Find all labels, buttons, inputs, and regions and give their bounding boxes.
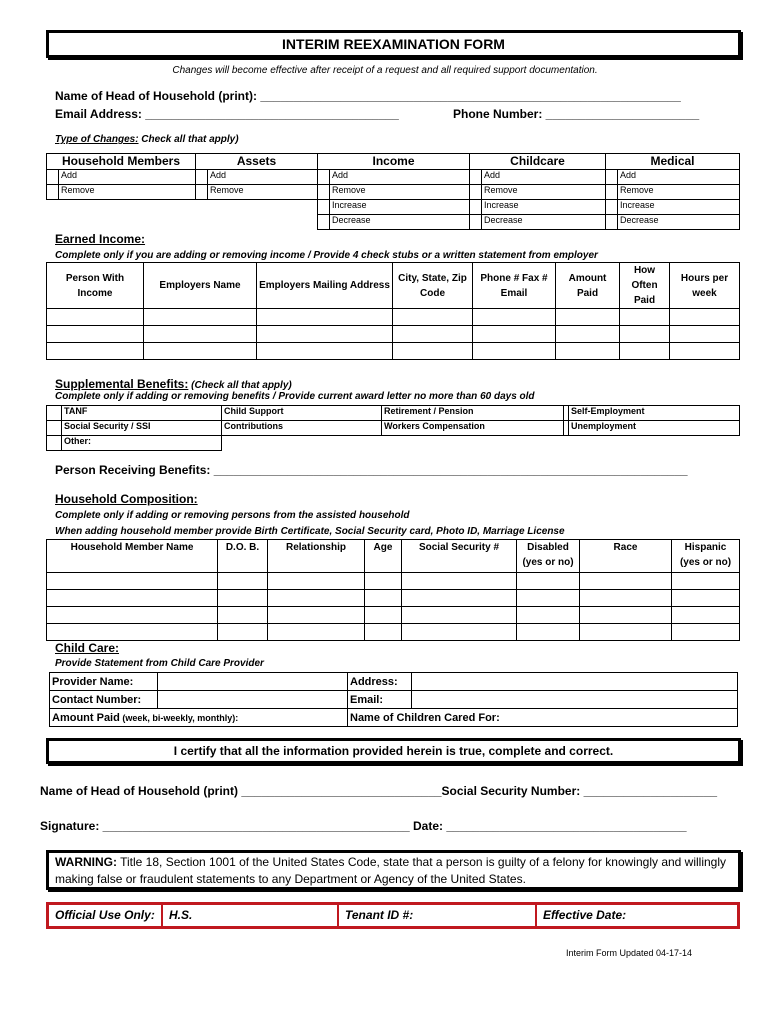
unemployment-label: Unemployment xyxy=(569,421,740,436)
col-how-often-paid: How Often Paid xyxy=(620,263,670,309)
col-city-state-zip: City, State, Zip Code xyxy=(393,263,473,309)
col-age: Age xyxy=(365,540,402,573)
type-of-changes-table xyxy=(46,153,740,230)
address-input[interactable] xyxy=(412,673,738,691)
medical-header: Medical xyxy=(606,154,740,170)
col-amount-paid: Amount Paid xyxy=(556,263,620,309)
household-remove-checkbox[interactable] xyxy=(47,185,59,200)
retirement-label[interactable]: Retirement / Pension xyxy=(382,406,564,421)
provider-name-label: Provider Name: xyxy=(50,673,158,691)
tanf-checkbox[interactable] xyxy=(47,406,62,421)
childcare-header: Childcare xyxy=(470,154,606,170)
form-subtitle: Changes will become effective after receipt of a request and all required support documentation. xyxy=(172,65,598,76)
household-add-label: Add xyxy=(59,170,196,185)
assets-add-label: Add xyxy=(208,170,318,185)
medical-increase-checkbox[interactable] xyxy=(606,200,618,215)
ssi-checkbox[interactable] xyxy=(47,421,62,436)
col-hours-per-week: Hours per week xyxy=(670,263,740,309)
tanf-label: TANF xyxy=(62,406,222,421)
certification-statement: I certify that all the information provided herein is true, complete and correct. xyxy=(46,738,741,764)
childcare-increase-checkbox[interactable] xyxy=(470,200,482,215)
col-disabled: Disabled (yes or no) xyxy=(517,540,580,573)
child-care-note: Provide Statement from Child Care Provider xyxy=(55,658,264,669)
tenant-id-field[interactable]: Tenant ID #: xyxy=(339,905,537,926)
income-decrease-label: Decrease xyxy=(330,215,470,230)
table-row xyxy=(47,343,740,360)
supplemental-title: Supplemental Benefits: (Check all that apply) xyxy=(55,377,292,391)
official-use-box xyxy=(46,902,740,929)
assets-header: Assets xyxy=(196,154,318,170)
footer-updated: Interim Form Updated 04-17-14 xyxy=(566,948,693,958)
other-checkbox[interactable] xyxy=(47,436,62,451)
supplemental-table xyxy=(46,405,740,451)
col-person-with-income: Person With Income xyxy=(47,263,144,309)
medical-increase-label: Increase xyxy=(618,200,740,215)
income-add-checkbox[interactable] xyxy=(318,170,330,185)
medical-remove-checkbox[interactable] xyxy=(606,185,618,200)
amount-paid-label[interactable]: Amount Paid (week, bi-weekly, monthly): xyxy=(50,709,348,727)
col-employers-address: Employers Mailing Address xyxy=(257,263,393,309)
col-member-name: Household Member Name xyxy=(47,540,218,573)
children-cared-for-label[interactable]: Name of Children Cared For: xyxy=(348,709,738,727)
medical-add-label: Add xyxy=(618,170,740,185)
self-employment-label: Self-Employment xyxy=(569,406,740,421)
income-increase-checkbox[interactable] xyxy=(318,200,330,215)
household-composition-note2: When adding household member provide Birth Certificate, Social Security card, Photo ID, Marriage License xyxy=(55,526,565,537)
income-remove-checkbox[interactable] xyxy=(318,185,330,200)
childcare-remove-label: Remove xyxy=(482,185,606,200)
warning-text: Title 18, Section 1001 of the United States Code, state that a person is guilty of a felony for knowingly and willingly making false or fraudulent statements to any Department or Agency of the United States. xyxy=(55,855,727,886)
income-increase-label: Increase xyxy=(330,200,470,215)
contributions-label[interactable]: Contributions xyxy=(222,421,382,436)
col-phone-fax-email: Phone # Fax # Email xyxy=(473,263,556,309)
type-of-changes-label: Type of Changes: Check all that apply) xyxy=(55,134,239,145)
person-receiving-benefits-field[interactable]: Person Receiving Benefits: _______________________________________________________________________ xyxy=(55,463,688,477)
address-label: Address: xyxy=(348,673,412,691)
col-employers-name: Employers Name xyxy=(144,263,257,309)
other-label: Other: xyxy=(62,436,222,451)
medical-decrease-label: Decrease xyxy=(618,215,740,230)
effective-date-field[interactable]: Effective Date: xyxy=(543,908,627,922)
household-members-header: Household Members xyxy=(47,154,196,170)
medical-add-checkbox[interactable] xyxy=(606,170,618,185)
income-decrease-checkbox[interactable] xyxy=(318,215,330,230)
warning-box xyxy=(46,850,741,890)
col-hispanic: Hispanic (yes or no) xyxy=(672,540,740,573)
col-race: Race xyxy=(580,540,672,573)
earned-income-note: Complete only if you are adding or removing income / Provide 4 check stubs or a written statement from employer xyxy=(55,250,598,261)
form-title: INTERIM REEXAMINATION FORM xyxy=(46,30,741,58)
child-care-title: Child Care: xyxy=(55,641,120,655)
childcare-increase-label: Increase xyxy=(482,200,606,215)
childcare-remove-checkbox[interactable] xyxy=(470,185,482,200)
email-address-field[interactable]: Email Address: ______________________________________ xyxy=(55,107,399,121)
income-header: Income xyxy=(318,154,470,170)
table-row xyxy=(47,573,740,590)
household-composition-title: Household Composition: xyxy=(55,492,198,506)
assets-remove-checkbox[interactable] xyxy=(196,185,208,200)
medical-decrease-checkbox[interactable] xyxy=(606,215,618,230)
assets-remove-label: Remove xyxy=(208,185,318,200)
child-support-label[interactable]: Child Support xyxy=(222,406,382,421)
email-input[interactable] xyxy=(412,691,738,709)
earned-income-title: Earned Income: xyxy=(55,232,146,246)
col-relationship: Relationship xyxy=(268,540,365,573)
head-of-household-field[interactable]: Name of Head of Household (print): _______________________________________________________________ xyxy=(55,89,681,103)
hs-field[interactable]: H.S. xyxy=(163,905,339,926)
table-row xyxy=(47,309,740,326)
childcare-decrease-checkbox[interactable] xyxy=(470,215,482,230)
household-remove-label: Remove xyxy=(59,185,196,200)
childcare-add-label: Add xyxy=(482,170,606,185)
col-ssn: Social Security # xyxy=(402,540,517,573)
child-care-table xyxy=(49,672,738,727)
official-use-label: Official Use Only: xyxy=(49,905,163,926)
ssi-label: Social Security / SSI xyxy=(62,421,222,436)
income-add-label: Add xyxy=(330,170,470,185)
table-row xyxy=(47,326,740,343)
warning-label: WARNING: xyxy=(55,855,117,869)
col-dob: D.O. B. xyxy=(218,540,268,573)
provider-name-input[interactable] xyxy=(158,673,348,691)
contact-number-label: Contact Number: xyxy=(50,691,158,709)
signature-date-line[interactable]: Signature: ______________________________________________ Date: ____________________________________ xyxy=(40,819,687,833)
phone-number-field[interactable]: Phone Number: _______________________ xyxy=(453,107,700,121)
contact-number-input[interactable] xyxy=(158,691,348,709)
income-remove-label: Remove xyxy=(330,185,470,200)
workers-comp-label[interactable]: Workers Compensation xyxy=(382,421,564,436)
childcare-add-checkbox[interactable] xyxy=(470,170,482,185)
household-composition-note1: Complete only if adding or removing persons from the assisted household xyxy=(55,510,410,521)
table-row xyxy=(47,624,740,641)
household-add-checkbox[interactable] xyxy=(47,170,59,185)
supplemental-note: Complete only if adding or removing benefits / Provide current award letter no more than 60 days old xyxy=(55,391,535,402)
email-label: Email: xyxy=(348,691,412,709)
earned-income-table xyxy=(46,262,740,360)
household-composition-table xyxy=(46,539,740,641)
childcare-decrease-label: Decrease xyxy=(482,215,606,230)
assets-add-checkbox[interactable] xyxy=(196,170,208,185)
signature-name-ssn-line[interactable]: Name of Head of Household (print) ______________________________Social Security Number: ____________________ xyxy=(40,784,718,798)
medical-remove-label: Remove xyxy=(618,185,740,200)
table-row xyxy=(47,607,740,624)
table-row xyxy=(47,590,740,607)
